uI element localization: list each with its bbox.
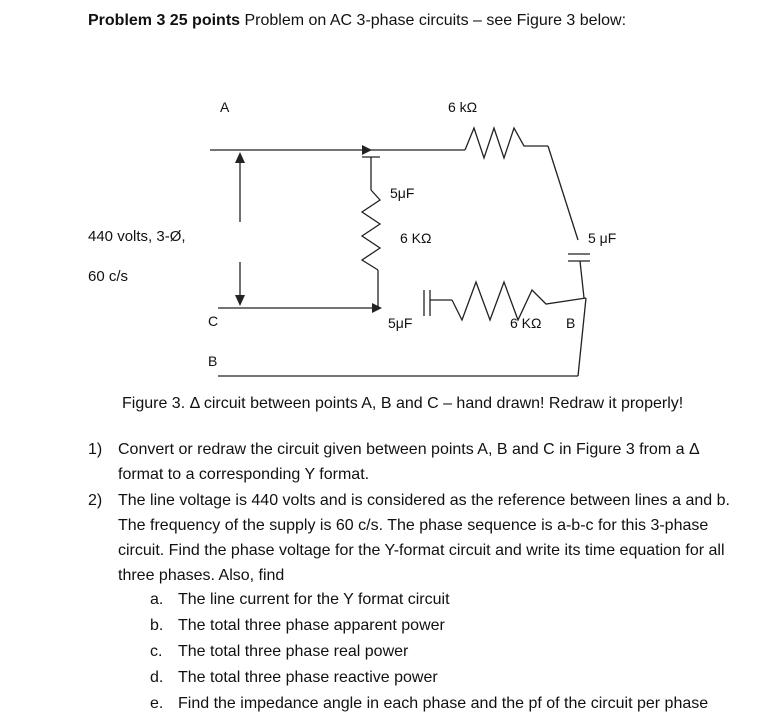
resistor-top-zigzag: [465, 128, 548, 158]
wire-right-upper: [548, 146, 578, 240]
subitem-d-text: The total three phase reactive power: [178, 669, 438, 686]
supply-voltage-label: 440 volts, 3-Ø,: [88, 228, 186, 245]
subitem-a-letter: a.: [150, 591, 164, 608]
subitem-c-letter: c.: [150, 643, 163, 660]
label-b: B: [208, 353, 218, 369]
subitem-c-text: The total three phase real power: [178, 643, 409, 660]
figure-caption: Figure 3. Δ circuit between points A, B and C – hand drawn! Redraw it properly!: [122, 395, 684, 412]
label-c: C: [208, 313, 219, 329]
subitem-b-text: The total three phase apparent power: [178, 617, 445, 634]
supply-frequency-label: 60 c/s: [88, 268, 129, 285]
subitem-a-text: The line current for the Y format circuit: [178, 591, 450, 608]
label-r-bottom: 6 KΩ: [510, 315, 542, 331]
voltage-arrow-head-bottom: [235, 295, 245, 306]
wire-right-to-b: [578, 298, 586, 376]
subitem-d: [150, 669, 438, 687]
subitem-b-letter: b.: [150, 617, 164, 634]
label-c-bottom: 5μF: [388, 315, 413, 331]
label-r-left: 6 KΩ: [400, 230, 432, 246]
subitem-c: [150, 643, 408, 661]
question-1: [88, 437, 758, 487]
question-1-number: 1): [88, 441, 103, 458]
subitem-e: [150, 695, 708, 713]
subitem-d-letter: d.: [150, 669, 164, 686]
subitem-b: [150, 617, 445, 635]
label-a: A: [220, 99, 230, 115]
subitem-e-letter: e.: [150, 695, 164, 712]
question-2: [88, 488, 758, 588]
line-c-arrow-head: [372, 303, 382, 313]
label-c-left: 5μF: [390, 185, 415, 201]
voltage-arrow-head-top: [235, 152, 245, 163]
wire-right-lower: [580, 261, 584, 298]
label-c-right: 5 μF: [588, 230, 617, 246]
question-2-number: 2): [88, 492, 103, 509]
label-b-right: B: [566, 315, 576, 331]
resistor-left-zigzag: [362, 190, 380, 270]
problem-title-bold: Problem 3 25 points: [88, 12, 241, 29]
subitem-e-text: Find the impedance angle in each phase and the pf of the circuit per phase: [178, 695, 709, 712]
subitem-a: [150, 591, 450, 609]
question-2-text: The line voltage is 440 volts and is considered as the reference between lines a and b. The frequency of the supply is 60 c/s. The phase sequence is a-b-c for this 3-phase circuit. Find the phase voltage for the Y-format circuit and write its time equation for all three phases. Also, find: [118, 492, 730, 584]
line-a-arrow-head: [362, 145, 372, 155]
problem-title-text: Problem on AC 3-phase circuits – see Figure 3 below:: [240, 12, 627, 29]
label-r-top: 6 kΩ: [448, 99, 478, 115]
question-1-text: Convert or redraw the circuit given between points A, B and C in Figure 3 from a Δ format to a corresponding Y format.: [118, 441, 699, 483]
